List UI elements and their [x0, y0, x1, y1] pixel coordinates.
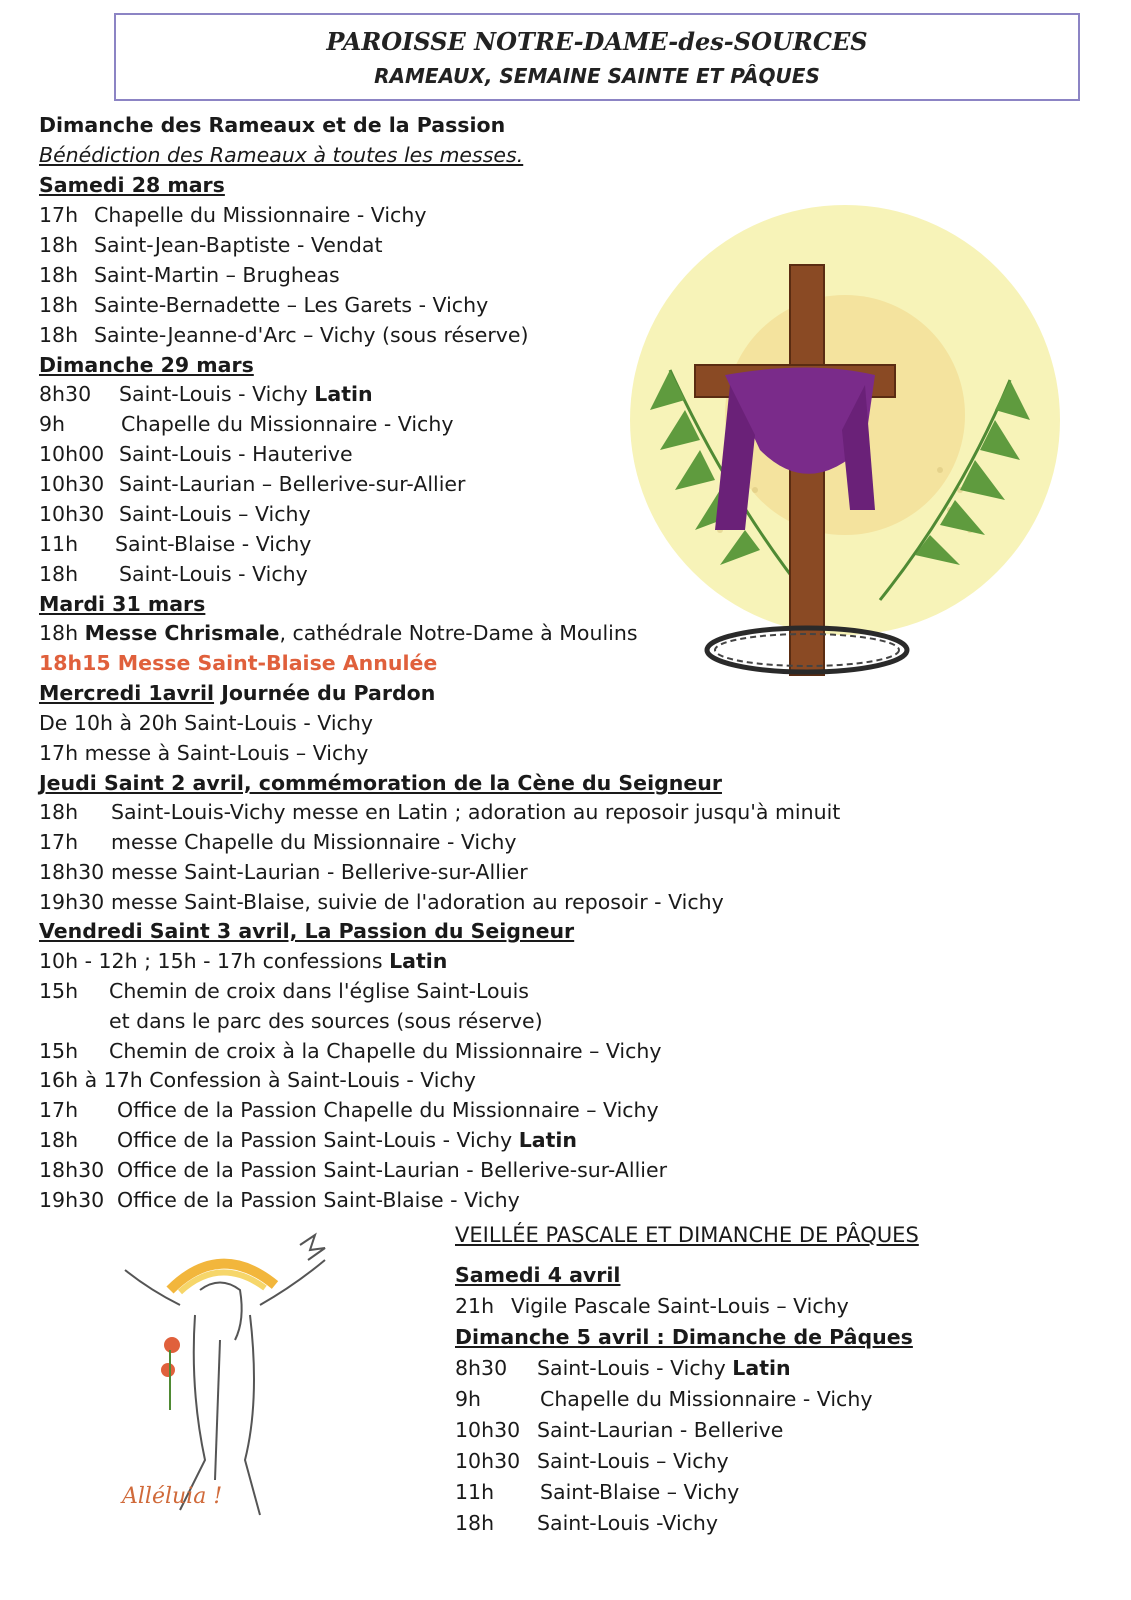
page-title: PAROISSE NOTRE-DAME-des-SOURCES — [326, 27, 868, 56]
schedule-row: 18h Sainte-Jeanne-d'Arc – Vichy (sous réserve) — [39, 323, 529, 347]
schedule-row: 18h Saint-Martin – Brugheas — [39, 263, 340, 287]
schedule-row: 15h Chemin de croix dans l'église Saint-Louis — [39, 979, 529, 1003]
cancelled-mass: 18h15 Messe Saint-Blaise Annulée — [39, 651, 438, 675]
vendredi3-heading: Vendredi Saint 3 avril, La Passion du Seigneur — [39, 919, 575, 943]
schedule-row: 17h Office de la Passion Chapelle du Missionnaire – Vichy — [39, 1098, 659, 1122]
schedule-row: 21h Vigile Pascale Saint-Louis – Vichy — [455, 1294, 849, 1318]
schedule-row: 10h30 Saint-Laurian - Bellerive — [455, 1418, 784, 1442]
schedule-row: 18h Office de la Passion Saint-Louis - Vichy Latin — [39, 1128, 578, 1152]
schedule-row: 19h30 messe Saint-Blaise, suivie de l'adoration au reposoir - Vichy — [39, 890, 724, 914]
schedule-row: 10h - 12h ; 15h - 17h confessions Latin — [39, 949, 448, 973]
rameaux-note: Bénédiction des Rameaux à toutes les messes. — [39, 143, 524, 167]
mercredi1-heading: Mercredi 1avril Journée du Pardon — [39, 681, 436, 705]
samedi4-heading: Samedi 4 avril — [455, 1263, 621, 1287]
dimanche5-heading: Dimanche 5 avril : Dimanche de Pâques — [455, 1325, 913, 1349]
schedule-row: De 10h à 20h Saint-Louis - Vichy — [39, 711, 373, 735]
page-subtitle: RAMEAUX, SEMAINE SAINTE ET PÂQUES — [374, 64, 820, 88]
schedule-row: 17h messe Chapelle du Missionnaire - Vichy — [39, 830, 517, 854]
schedule-row: 18h Saint-Louis-Vichy messe en Latin ; adoration au reposoir jusqu'à minuit — [39, 800, 841, 824]
samedi28-heading: Samedi 28 mars — [39, 173, 225, 197]
schedule-row: 10h00 Saint-Louis - Hauterive — [39, 442, 353, 466]
alleluia-caption: Alléluia ! — [122, 1484, 223, 1509]
schedule-row-continued: et dans le parc des sources (sous réserve) — [109, 1009, 543, 1033]
schedule-row: 10h30 Saint-Louis – Vichy — [455, 1449, 729, 1473]
jeudi2-heading: Jeudi Saint 2 avril, commémoration de la Cène du Seigneur — [39, 771, 722, 795]
dimanche29-heading: Dimanche 29 mars — [39, 353, 254, 377]
header-box — [114, 13, 1080, 101]
schedule-row: 18h30 messe Saint-Laurian - Bellerive-sur-Allier — [39, 860, 528, 884]
schedule-row: 18h Saint-Jean-Baptiste - Vendat — [39, 233, 383, 257]
schedule-row: 9h Chapelle du Missionnaire - Vichy — [39, 412, 454, 436]
schedule-row: 11h Saint-Blaise - Vichy — [39, 532, 312, 556]
schedule-row: 10h30 Saint-Laurian – Bellerive-sur-Allier — [39, 472, 466, 496]
mardi31-heading: Mardi 31 mars — [39, 592, 206, 616]
schedule-row: 19h30 Office de la Passion Saint-Blaise - Vichy — [39, 1188, 520, 1212]
schedule-row: 17h Chapelle du Missionnaire - Vichy — [39, 203, 427, 227]
schedule-row: 17h messe à Saint-Louis – Vichy — [39, 741, 369, 765]
schedule-row: 18h Saint-Louis -Vichy — [455, 1511, 719, 1535]
schedule-row: 8h30 Saint-Louis - Vichy Latin — [39, 382, 373, 406]
schedule-row: 18h Messe Chrismale, cathédrale Notre-Dame à Moulins — [39, 621, 638, 645]
schedule-row: 9h Chapelle du Missionnaire - Vichy — [455, 1387, 873, 1411]
paques-title: VEILLÉE PASCALE ET DIMANCHE DE PÂQUES — [455, 1223, 919, 1247]
schedule-row: 11h Saint-Blaise – Vichy — [455, 1480, 740, 1504]
cross-illustration — [610, 200, 1070, 690]
schedule-row: 16h à 17h Confession à Saint-Louis - Vichy — [39, 1068, 476, 1092]
schedule-row: 18h Saint-Louis - Vichy — [39, 562, 308, 586]
schedule-row: 18h30 Office de la Passion Saint-Laurian - Bellerive-sur-Allier — [39, 1158, 667, 1182]
schedule-row: 10h30 Saint-Louis – Vichy — [39, 502, 311, 526]
rameaux-heading: Dimanche des Rameaux et de la Passion — [39, 113, 506, 137]
schedule-row: 15h Chemin de croix à la Chapelle du Missionnaire – Vichy — [39, 1039, 662, 1063]
schedule-row: 18h Sainte-Bernadette – Les Garets - Vichy — [39, 293, 489, 317]
schedule-row: 8h30 Saint-Louis - Vichy Latin — [455, 1356, 791, 1380]
risen-christ-illustration — [110, 1230, 350, 1520]
